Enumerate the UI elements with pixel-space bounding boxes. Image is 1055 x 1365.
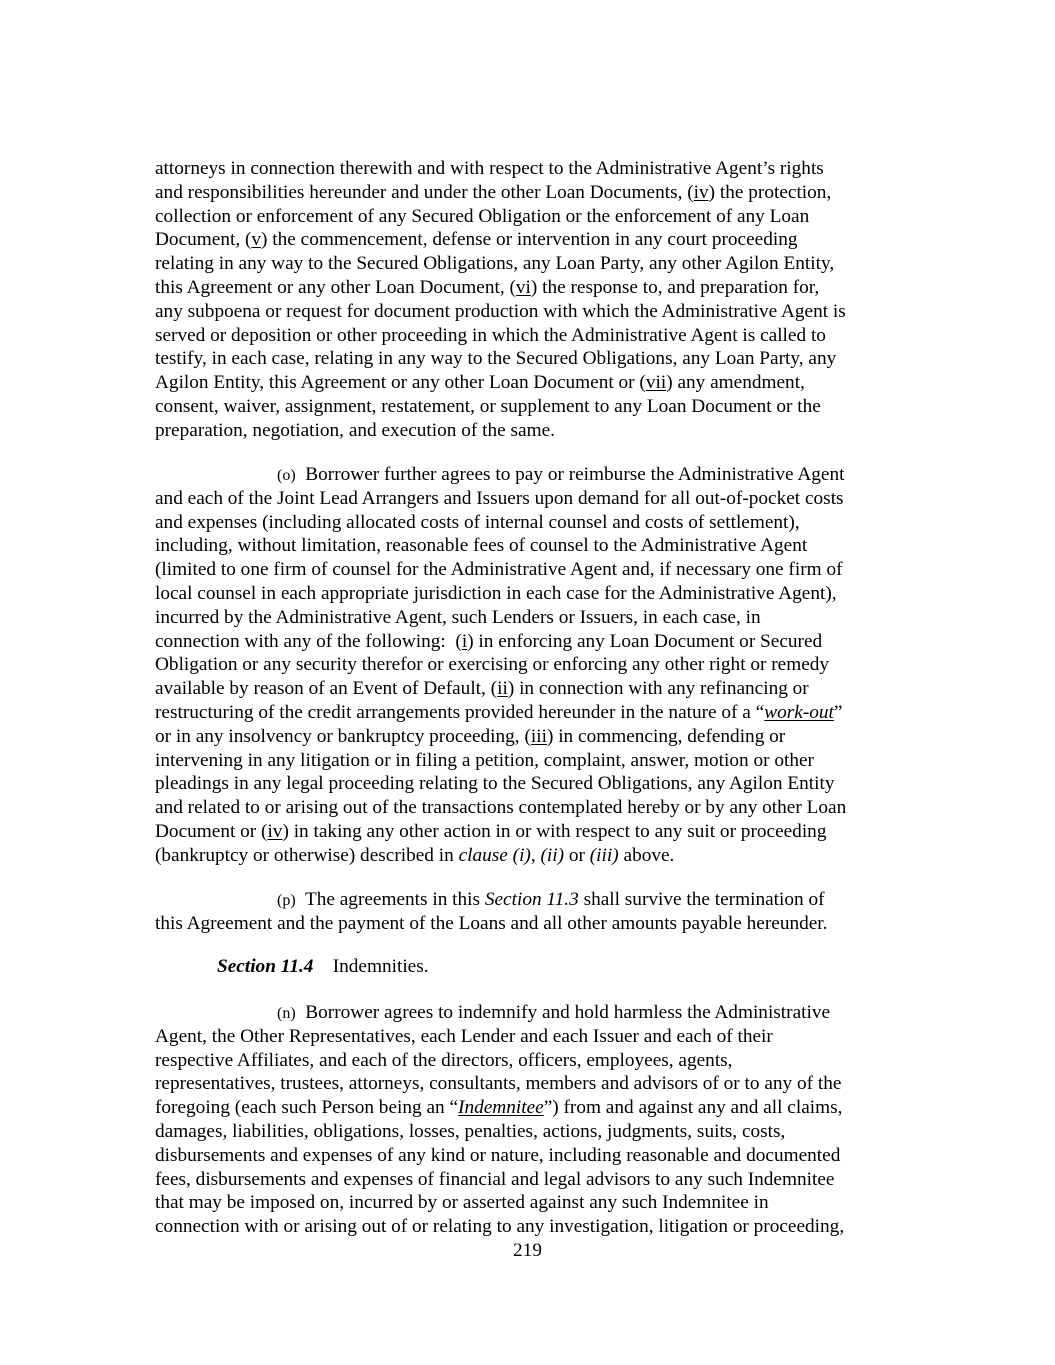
text-line: pleadings in any legal proceeding relating to the Secured Obligations, any Agilon Entity [155, 773, 835, 795]
text-line: Agilon Entity, this Agreement or any other Loan Document or (vii) any amendment, [155, 372, 805, 394]
text-line: relating in any way to the Secured Obligations, any Loan Party, any other Agilon Entity, [155, 253, 835, 275]
italic-ref: Section 11.3 [484, 889, 579, 910]
text-line: damages, liabilities, obligations, losses, penalties, actions, judgments, suits, costs, [155, 1121, 786, 1142]
clause-ref: iii [530, 725, 547, 747]
text-line: Agent, the Other Representatives, each Lender and each Issuer and each of their [155, 1025, 773, 1047]
text-line: and related to or arising out of the transactions contemplated hereby or by any other Loan [155, 797, 847, 819]
text-line: restructuring of the credit arrangements provided hereunder in the nature of a “work-out” [155, 702, 843, 723]
text-line: (p) The agreements in this Section 11.3 shall survive the termination of [277, 889, 825, 910]
text-line: intervening in any litigation or in filing a petition, complaint, answer, motion or other [155, 749, 814, 771]
clause-ref: iv [267, 821, 283, 842]
italic-ref: (iii) [589, 844, 619, 866]
italic-ref: (ii) [540, 844, 565, 866]
clause-ref: iv [693, 181, 709, 203]
text-line: and expenses (including allocated costs of internal counsel and costs of settlement), [155, 511, 800, 533]
paragraph-label: (o) [277, 467, 296, 484]
text-line: Document, (v) the commencement, defense or intervention in any court proceeding [155, 229, 798, 251]
text-line: foregoing (each such Person being an “Indemnitee”) from and against any and all claims, [155, 1097, 843, 1119]
text-line: consent, waiver, assignment, restatement, or supplement to any Loan Document or the [155, 396, 821, 417]
page-number: 219 [513, 1240, 542, 1261]
section-number: Section 11.4 [217, 956, 314, 977]
clause-ref: i [461, 630, 468, 652]
section-title: Indemnities. [332, 956, 429, 977]
text-line: that may be imposed on, incurred by or asserted against any such Indemnitee in [155, 1192, 769, 1214]
text-line: and responsibilities hereunder and under the other Loan Documents, (iv) the protection, [155, 181, 832, 203]
text-line: collection or enforcement of any Secured Obligation or the enforcement of any Loan [155, 205, 810, 227]
text-line: served or deposition or other proceeding in which the Administrative Agent is called to [155, 324, 826, 346]
text-line: available by reason of an Event of Default, (ii) in connection with any refinancing or [155, 678, 809, 700]
paragraph-label: (n) [277, 1005, 296, 1022]
text-line: respective Affiliates, and each of the directors, officers, employees, agents, [155, 1049, 733, 1071]
text-line: Document or (iv) in taking any other action in or with respect to any suit or proceeding [155, 821, 827, 842]
text-line: (bankruptcy or otherwise) described in clause (i), (ii) or (iii) above. [155, 844, 675, 866]
section-heading [217, 955, 429, 979]
text-line: local counsel in each appropriate jurisdiction in each case for the Administrative Agent), [155, 583, 837, 604]
text-line: fees, disbursements and expenses of financial and legal advisors to any such Indemnitee [155, 1168, 835, 1190]
clause-ref: ii [497, 678, 508, 700]
text-line: Obligation or any security therefor or exercising or enforcing any other right or remedy [155, 654, 830, 676]
text-line: disbursements and expenses of any kind or nature, including reasonable and documented [155, 1144, 841, 1166]
text-line: connection with any of the following: (i) in enforcing any Loan Document or Secured [155, 630, 823, 652]
clause-ref: v [251, 229, 262, 251]
paragraph-label: (p) [277, 892, 296, 909]
text-line: (limited to one firm of counsel for the Administrative Agent and, if necessary one firm of [155, 559, 843, 581]
text-line: attorneys in connection therewith and with respect to the Administrative Agent’s rights [155, 158, 824, 179]
text-line: incurred by the Administrative Agent, such Lenders or Issuers, in each case, in [155, 606, 761, 628]
defined-term: work-out [764, 702, 834, 723]
text-line: connection with or arising out of or relating to any investigation, litigation or proceeding, [155, 1216, 845, 1238]
text-line: preparation, negotiation, and execution of the same. [155, 419, 555, 441]
defined-term: Indemnitee [458, 1097, 544, 1119]
text-line: and each of the Joint Lead Arrangers and Issuers upon demand for all out-of-pocket costs [155, 487, 844, 509]
text-line: representatives, trustees, attorneys, consultants, members and advisors of or to any of the [155, 1073, 842, 1095]
clause-ref: vii [645, 372, 667, 394]
text-line: (n) Borrower agrees to indemnify and hold harmless the Administrative [277, 1002, 831, 1023]
text-line: or in any insolvency or bankruptcy proceeding, (iii) in commencing, defending or [155, 725, 786, 747]
clause-ref: vi [515, 277, 531, 298]
text-line: this Agreement or any other Loan Document, (vi) the response to, and preparation for, [155, 277, 820, 298]
text-line: any subpoena or request for document production with which the Administrative Agent is [155, 300, 846, 322]
italic-ref: clause (i) [458, 844, 531, 866]
text-line: testify, in each case, relating in any way to the Secured Obligations, any Loan Party, any [155, 348, 837, 370]
text-line: including, without limitation, reasonable fees of counsel to the Administrative Agent [155, 535, 808, 557]
text-line: (o) Borrower further agrees to pay or reimburse the Administrative Agent [277, 464, 845, 485]
text-line: this Agreement and the payment of the Loans and all other amounts payable hereunder. [155, 912, 828, 934]
